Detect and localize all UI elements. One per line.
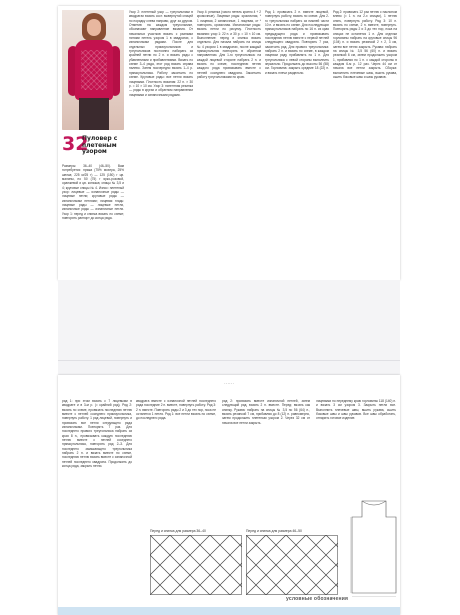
- chart-caption-2: Перед и спинка для размера 46–50: [246, 529, 302, 533]
- sleeve-schematic: [350, 481, 398, 597]
- magazine-page-bottom: [58, 375, 400, 615]
- instructions-column-b4: лицевыми по переднему краю горловины 118 (140) п. и вязать 3 см узором 3. Закрыть петли все. Выполнить плечевые швы, вшить рукава, сшить боковые швы и швы рукавов. Все швы обработать, отпарить готовое изделие.: [316, 399, 396, 421]
- magazine-page-top: [58, 6, 400, 280]
- lattice-chart-1: [150, 535, 242, 595]
- legend-title: условные обозначения: [286, 596, 349, 602]
- page-divider: [58, 360, 400, 361]
- page-marker: ······: [224, 381, 234, 387]
- pattern-heading: [62, 134, 128, 156]
- instructions-column-b2: квадрата вместе с изнаночной петлей последнего ряда последние 2 п. вместе, повернуть работу. Ряд 3: 2 п. вместе. Повторять ряды 2 и 3 до тех пор, пока не останется 1 петля. Ряд 1: все петли вязать по схеме, до последнего ряда.: [136, 399, 216, 421]
- lattice-chart-2: [246, 535, 338, 595]
- instructions-column-b3: ряд 2: провязать вместе изнаночной петлей, затем следующий ряд, вязать 2 п. вместе. Перед: вязать как спинку. Рукава: набрать на спицы № 3,5 по 56 (64) п., вязать резинкой 7 см, прибавляя до 8 (12) п. равномерно, затем продолжить плетеным узором 2. Через 32 см от начала все петли закрыть.: [222, 399, 310, 425]
- instructions-column-b1: ряд 1: при этом вязать с 7 лицевыми в квадрате и в 3-м р. (= крайний ряд). Ряд 2: вязать по схеме, провязать последнюю петлю вместе с петлей соседнего прямоугольника, повернуть работу. 1 ряд лицевой, повернуть и провязать все петли следующего ряда изнаночными. Повторять 7 раз. Для последнего правого треугольника набрать из края 8 п., провязывать каждую последнюю петлю вместе с петлей соседнего прямоугольника, повторять ряд 2–3. Для последнего замыкающего треугольника набрать 2 п. и вязать вместе по схеме, последнюю петлю вязать вместе с изнаночной петлей последнего квадрата. Продолжить до конца ряда, закрыть петли.: [62, 399, 132, 469]
- pattern-number: 32: [62, 133, 89, 155]
- instructions-column-3: Узор 4: резинка (число петель кратно 4 + 2 кромочные). Лицевые ряды: кромочная, * 1 лицевая, 2 изнаночные, 1 лицевая, от * повторять, кромочная. Изнаночные ряды: вязать петли по рисунку. Плотность вязания: узор 1: 22 п. и 30 р. = 10 × 10 см. Выполнение: перед и спинка вязать отдельно. Для начала набрать на спицы № 4 узором 1 в квадратах, после каждый прямоугольник повторять в обратном направлении. Для 1-го треугольника: на каждой лицевой стороне набрать 2 п. и вязать по схеме, последнюю петлю каждого ряда провязывать вместе с петлей соседнего квадрата. Закончить работу треугольниками по краю.: [197, 10, 261, 80]
- instructions-column-5: Ряд 2: провязать 12 раз петлю с наклоном влево (= 1 п. на 2-х спицах), 1 петлю снять, повернуть работу. Ряд 3: 10 п. вязать по схеме, 2 п. вместе, повернуть. Повторять ряды 2 и 3 до тех пор, пока на спицах не останется 1 п. Для отделки горловины набрать на круговые спицы 96 (104) п. и вязать резинкой 2 × 2, 3 см, затем все петли закрыть. Рукава: набрать на спицы № 3,5 56 (60) п. и вязать резинкой 6 см, затем продолжить узором 1, прибавляя по 1 п. с каждой стороны в каждом 6-м р. 12 раз. Через 44 см от начала все петли закрыть. Сборка: выполнить плечевые швы, вшить рукава, сшить боковые швы и швы рукавов.: [333, 10, 397, 80]
- pattern-title: Пуловер с плетеным узором: [82, 135, 118, 155]
- instructions-column-2: Узор 2: плетеный узор — треугольники в квадратах вязать сост. вывернутой спицей по порядку слева направо, друг за другом. Отметив на каждом треугольнике, обозначают направление вязания. От начальных участков вязать с разными нитями петель узором 1 в квадратах, с изнаночными рядами. После для отдельных прямоугольников и треугольников постоянно набирать из крайней петли по 2 п. и вязать ряды с убавлениями и прибавлениями. Вязать по схеме 3–4 ряда, этот ряд вязать справа налево. Затем поочередно вязать 1–4 р. прямоугольника. Работу закончить по схеме. Круговые ряды: все петли вязать лицевыми. Плотность вязания: 22 п. × 30 р. = 10 × 10 см. Узор 3: патентная резинка — ряды в кругах и обратном направлении лицевыми и изнаночными рядами.: [129, 10, 193, 97]
- instructions-column-1: Размеры: 36–40 (46–50). Вам потребуется: пряжа (75% мохера, 25% шелка; 225 м/25 г) — 125 (150) г цв. малины, по 50 (75) г ярко-розовой, оранжевой и цв. коньяка; спицы № 3,5 и 4; круговые спицы № 4. Износ: плетеный узор: лицевые — изнаночные ряды — лицевые петли; круговые ряды — изнаночными петлями; лицевая гладь: лицевые ряды — лицевые петли, изнаночные ряды — изнаночные петли. Узор 1: перед и спинка вязать по схеме; повторять раппорт до конца ряда.: [62, 164, 124, 221]
- chart-caption-1: Перед и спинка для размера 36–40: [150, 529, 206, 533]
- instructions-column-4: Ряд 1: провязать 2 п. вместе лицевой, повернуть работу, вязать по схеме. Для 2-го треугольника набрать из нижней части 10 п. и вязать по схеме. Для последующих прямоугольников набрать по 16 п. из края предыдущего ряда и провязывать последнюю петлю вместе с первой петлей следующего квадрата. Повторять 7 раз, закончить ряд. Для правого треугольника: набрать 2 п. и вязать по схеме, в каждом лицевом ряду прибавлять по 1 п. Для треугольника с левой стороны выполнить зеркально. Продолжать до высоты 56 (58) см. Горловина: закрыть средние 18 (22) п. и вязать плечи раздельно.: [265, 10, 329, 75]
- page-footer-strip: [58, 607, 400, 615]
- model-photo: [62, 10, 124, 130]
